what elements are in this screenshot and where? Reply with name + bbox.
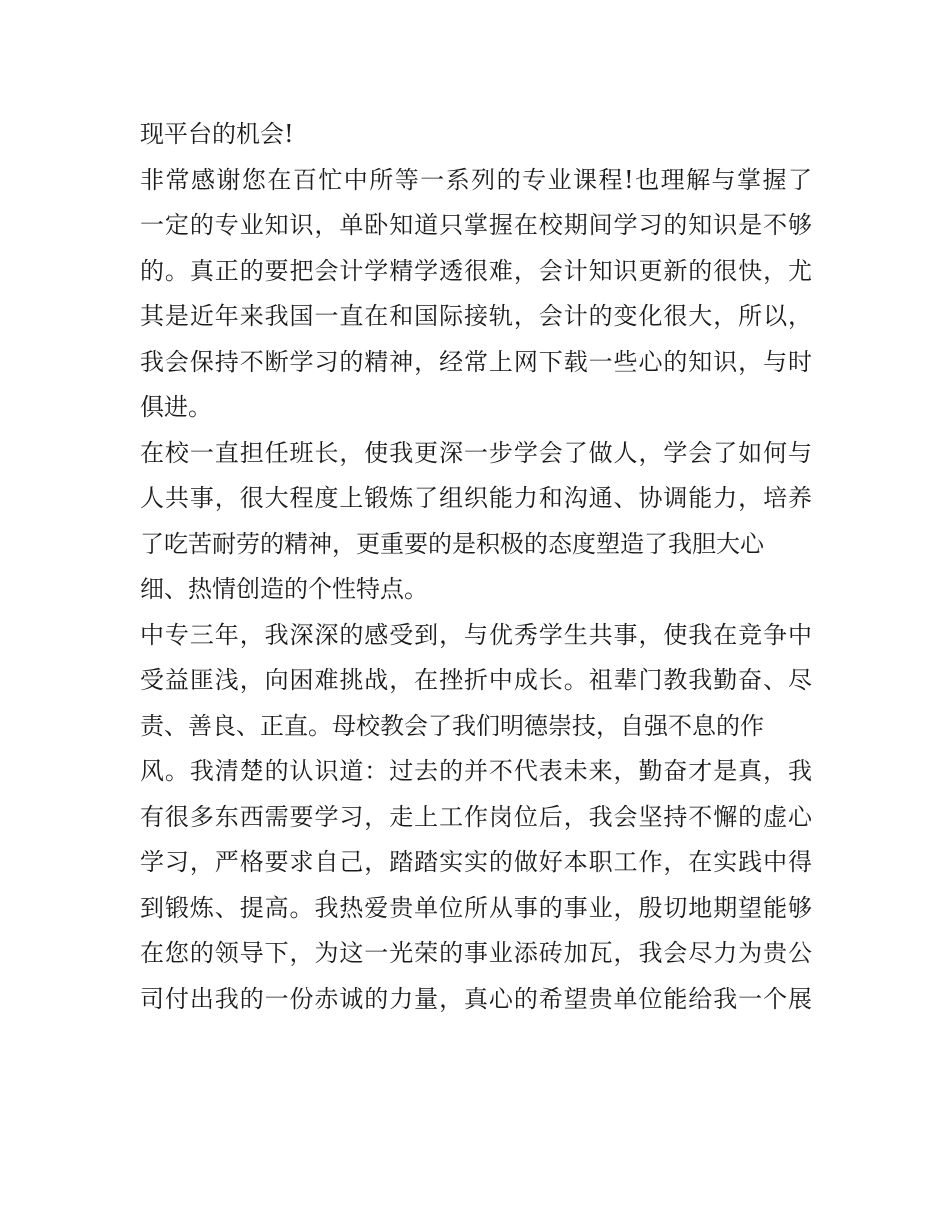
text-line: 中专三年，我深深的感受到，与优秀学生共事，使我在竞争中 <box>140 620 812 649</box>
text-line: 风。我清楚的认识道：过去的并不代表未来，勤奋才是真，我 <box>140 757 812 785</box>
document-body <box>140 112 812 1022</box>
text-line: 人共事，很大程度上锻炼了组织能力和沟通、协调能力，培养 <box>140 484 812 512</box>
text-line: 的。真正的要把会计学精学透很难，会计知识更新的很快，尤 <box>140 256 812 285</box>
text-line: 了吃苦耐劳的精神，更重要的是积极的态度塑造了我胆大心 <box>140 529 764 558</box>
text-line: 司付出我的一份赤诚的力量，真心的希望贵单位能给我一个展 <box>140 984 812 1013</box>
text-line: 一定的专业知识，单卧知道只掌握在校期间学习的知识是不够 <box>140 211 812 239</box>
text-line: 责、善良、正直。母校教会了我们明德崇技，自强不息的作 <box>140 711 764 740</box>
text-line: 在校一直担任班长，使我更深一步学会了做人，学会了如何与 <box>140 438 812 467</box>
text-line: 在您的领导下，为这一光荣的事业添砖加瓦，我会尽力为贵公 <box>140 939 812 967</box>
text-line: 我会保持不断学习的精神，经常上网下载一些心的知识，与时 <box>140 347 812 376</box>
text-line: 有很多东西需要学习，走上工作岗位后，我会坚持不懈的虚心 <box>140 802 812 831</box>
text-line: 学习，严格要求自己，踏踏实实的做好本职工作，在实践中得 <box>140 848 812 876</box>
text-line: 俱进。 <box>140 393 212 421</box>
text-line: 到锻炼、提高。我热爱贵单位所从事的事业，殷切地期望能够 <box>140 893 812 922</box>
text-line: 现平台的机会! <box>140 120 294 148</box>
text-line: 非常感谢您在百忙中所等一系列的专业课程!也理解与掌握了 <box>140 165 812 194</box>
text-line: 其是近年来我国一直在和国际接轨，会计的变化很大，所以， <box>140 302 812 330</box>
text-line: 细、热情创造的个性特点。 <box>140 575 428 603</box>
text-line: 受益匪浅，向困难挑战，在挫折中成长。祖辈门教我勤奋、尽 <box>140 666 812 694</box>
